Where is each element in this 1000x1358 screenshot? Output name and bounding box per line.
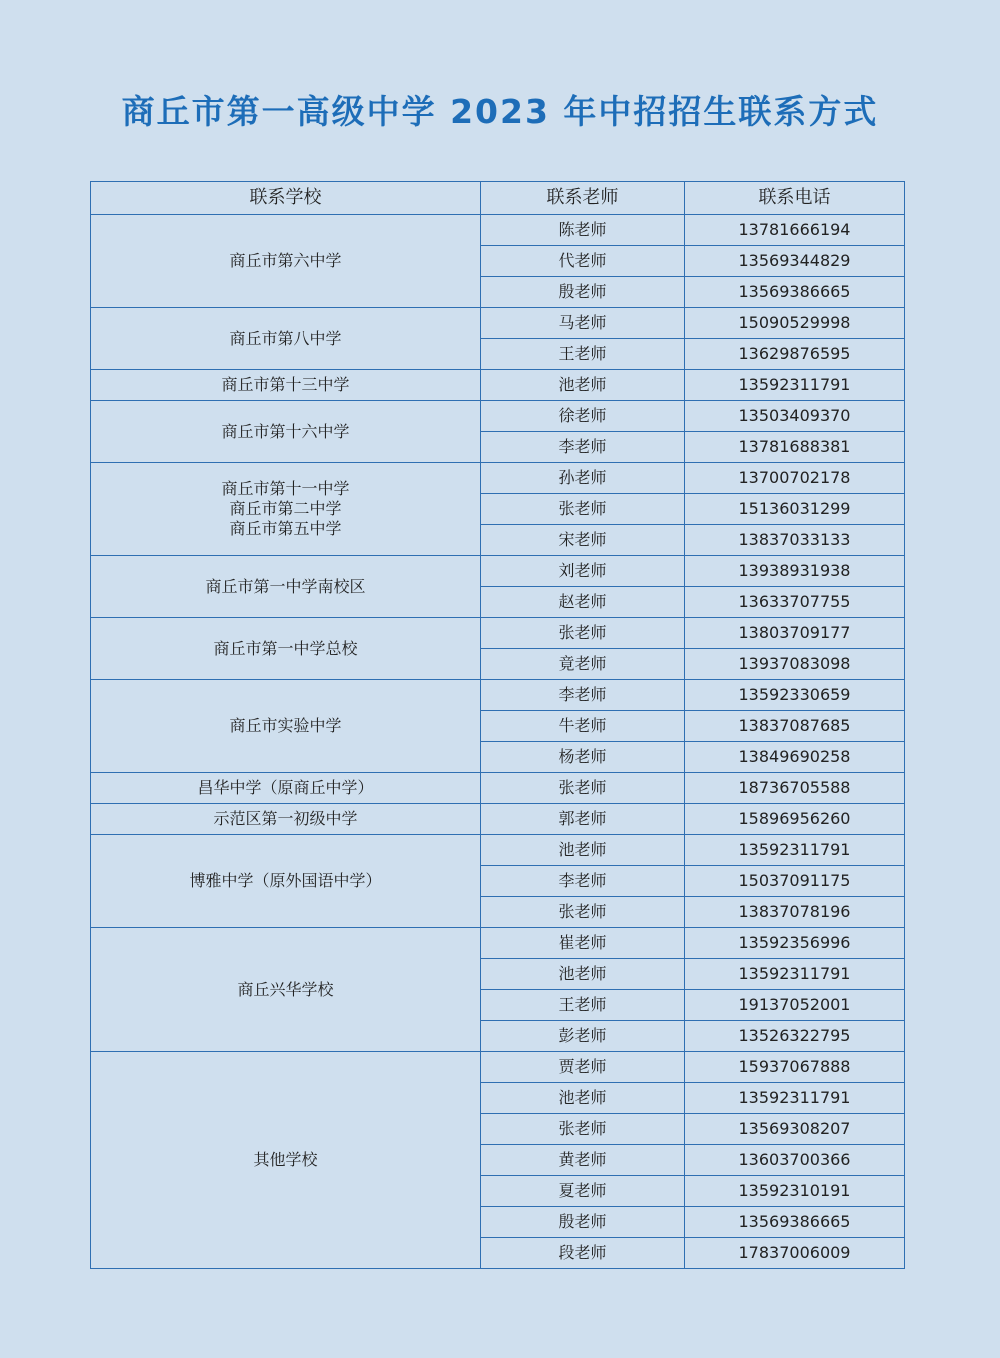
- teacher-cell: 杨老师: [481, 742, 685, 773]
- teacher-cell: 郭老师: [481, 804, 685, 835]
- teacher-cell: 殷老师: [481, 277, 685, 308]
- teacher-cell: 牛老师: [481, 711, 685, 742]
- school-cell: [91, 928, 481, 1052]
- phone-cell: 13526322795: [685, 1021, 905, 1052]
- phone-cell: 13938931938: [685, 556, 905, 587]
- table-row: [91, 463, 905, 494]
- table-row: [91, 215, 905, 246]
- phone-cell: 13592310191: [685, 1176, 905, 1207]
- school-name: 商丘市实验中学: [229, 716, 342, 735]
- teacher-cell: 彭老师: [481, 1021, 685, 1052]
- teacher-cell: 段老师: [481, 1238, 685, 1269]
- school-name: 商丘市第八中学: [229, 328, 342, 348]
- school-name: 其他学校: [253, 1150, 318, 1169]
- phone-cell: 13592311791: [685, 1083, 905, 1114]
- school-name: 商丘市第六中学: [229, 251, 342, 270]
- teacher-cell: 张老师: [481, 618, 685, 649]
- phone-cell: 13592356996: [685, 928, 905, 959]
- teacher-cell: 贾老师: [481, 1052, 685, 1083]
- school-cell: [91, 215, 481, 308]
- phone-cell: 13781688381: [685, 432, 905, 463]
- table-row: [91, 773, 905, 804]
- teacher-cell: 宋老师: [481, 525, 685, 556]
- teacher-cell: 池老师: [481, 959, 685, 990]
- phone-cell: 13592311791: [685, 370, 905, 401]
- phone-cell: 15090529998: [685, 308, 905, 339]
- school-cell: [91, 804, 481, 835]
- phone-cell: 13569308207: [685, 1114, 905, 1145]
- school-name: 商丘市第十三中学: [221, 375, 350, 394]
- teacher-cell: 孙老师: [481, 463, 685, 494]
- school-name: 商丘市第一中学南校区: [205, 576, 366, 596]
- teacher-cell: 陈老师: [481, 215, 685, 246]
- phone-cell: 17837006009: [685, 1238, 905, 1269]
- table-row: [91, 835, 905, 866]
- phone-cell: 13603700366: [685, 1145, 905, 1176]
- teacher-cell: 刘老师: [481, 556, 685, 587]
- teacher-cell: 李老师: [481, 432, 685, 463]
- table-row: [91, 680, 905, 711]
- phone-cell: 13803709177: [685, 618, 905, 649]
- phone-cell: 13569386665: [685, 277, 905, 308]
- teacher-cell: 张老师: [481, 494, 685, 525]
- teacher-cell: 徐老师: [481, 401, 685, 432]
- phone-cell: 13837033133: [685, 525, 905, 556]
- phone-cell: 13837078196: [685, 897, 905, 928]
- phone-cell: 15896956260: [685, 804, 905, 835]
- phone-cell: 13569344829: [685, 246, 905, 277]
- school-cell: [91, 370, 481, 401]
- school-cell: [91, 401, 481, 463]
- phone-cell: 18736705588: [685, 773, 905, 804]
- school-cell: [91, 618, 481, 680]
- teacher-cell: 张老师: [481, 1114, 685, 1145]
- teacher-cell: 夏老师: [481, 1176, 685, 1207]
- header-row: [91, 182, 905, 215]
- teacher-cell: 赵老师: [481, 587, 685, 618]
- teacher-cell: 李老师: [481, 680, 685, 711]
- school-name: 博雅中学（原外国语中学）: [189, 871, 382, 890]
- teacher-cell: 池老师: [481, 835, 685, 866]
- school-cell: [91, 773, 481, 804]
- header-phone: 联系电话: [685, 182, 905, 215]
- phone-cell: 13633707755: [685, 587, 905, 618]
- school-cell: [91, 1052, 481, 1269]
- school-cell: [91, 680, 481, 773]
- contacts-table: [90, 181, 905, 1269]
- phone-cell: 13937083098: [685, 649, 905, 680]
- school-name: 商丘市第十六中学: [221, 421, 350, 441]
- table-row: [91, 618, 905, 649]
- phone-cell: 13592311791: [685, 835, 905, 866]
- school-name: 商丘市第二中学: [229, 499, 342, 518]
- school-name: 昌华中学（原商丘中学）: [197, 778, 374, 797]
- table-row: [91, 556, 905, 587]
- table-row: [91, 401, 905, 432]
- teacher-cell: 池老师: [481, 1083, 685, 1114]
- phone-cell: 15136031299: [685, 494, 905, 525]
- table-body: [91, 215, 905, 1269]
- phone-cell: 13837087685: [685, 711, 905, 742]
- phone-cell: 13592311791: [685, 959, 905, 990]
- teacher-cell: 殷老师: [481, 1207, 685, 1238]
- table-row: [91, 1052, 905, 1083]
- phone-cell: 13700702178: [685, 463, 905, 494]
- teacher-cell: 王老师: [481, 990, 685, 1021]
- header-teacher: 联系老师: [481, 182, 685, 215]
- teacher-cell: 王老师: [481, 339, 685, 370]
- phone-cell: 15037091175: [685, 866, 905, 897]
- phone-cell: 13503409370: [685, 401, 905, 432]
- table-row: [91, 308, 905, 339]
- phone-cell: 13592330659: [685, 680, 905, 711]
- school-cell: [91, 835, 481, 928]
- school-cell: [91, 308, 481, 370]
- table-row: [91, 370, 905, 401]
- teacher-cell: 代老师: [481, 246, 685, 277]
- table-row: [91, 928, 905, 959]
- teacher-cell: 李老师: [481, 866, 685, 897]
- school-cell: [91, 463, 481, 556]
- phone-cell: 13849690258: [685, 742, 905, 773]
- school-name: 商丘兴华学校: [237, 979, 334, 999]
- phone-cell: 13629876595: [685, 339, 905, 370]
- teacher-cell: 马老师: [481, 308, 685, 339]
- school-cell: [91, 556, 481, 618]
- phone-cell: 13781666194: [685, 215, 905, 246]
- teacher-cell: 张老师: [481, 897, 685, 928]
- phone-cell: 15937067888: [685, 1052, 905, 1083]
- phone-cell: 19137052001: [685, 990, 905, 1021]
- school-name: 示范区第一初级中学: [213, 809, 358, 828]
- school-name: 商丘市第五中学: [229, 519, 342, 538]
- table-row: [91, 804, 905, 835]
- header-school: 联系学校: [91, 182, 481, 215]
- school-name: 商丘市第一中学总校: [213, 638, 358, 658]
- teacher-cell: 池老师: [481, 370, 685, 401]
- teacher-cell: 张老师: [481, 773, 685, 804]
- page-title: 商丘市第一高级中学 2023 年中招招生联系方式: [121, 92, 879, 131]
- teacher-cell: 竟老师: [481, 649, 685, 680]
- phone-cell: 13569386665: [685, 1207, 905, 1238]
- table-header: [91, 182, 905, 215]
- teacher-cell: 崔老师: [481, 928, 685, 959]
- teacher-cell: 黄老师: [481, 1145, 685, 1176]
- school-name: 商丘市第十一中学: [221, 479, 350, 498]
